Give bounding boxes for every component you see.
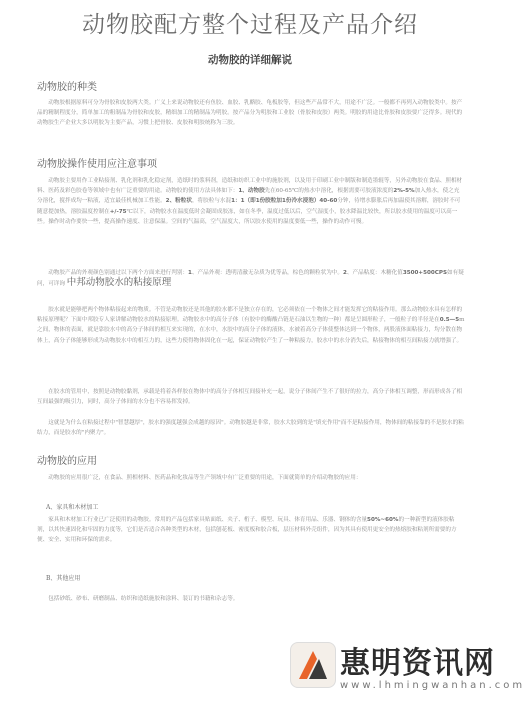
principle-key-size: 0.5—5 (439, 317, 460, 324)
usage-key-3: 2、粉粒状 (165, 198, 192, 205)
section-heading-types: 动物胶的种类 (37, 82, 97, 93)
watermark (284, 630, 525, 707)
watermark-text: 惠明资讯网 (340, 646, 495, 681)
usage-text-4: 分钟，待增水膨胀后再加温使其溶解，溶胶时不可随意提加热，溶胶温度控制在 (37, 198, 461, 215)
furniture-text-a: 家具和木材加工行业已广泛使用的动物胶。常用的产品包括家具贴面纸、夹子、桁子、模型、玩具、体育用品、乐器、钢体的含量 (48, 517, 368, 523)
furniture-text-b: 的一种新型的液体胶粘剂，以其快速固化和牢固的力度等，它们是否适合各种类型的木材，包括刨花板、密度板和胶合板，层压材料外壳组件，因为其具有使用更安全的热熔胶和粘剂所需要的方便、安全、实用和环保的需求。 (37, 517, 457, 544)
usage-text-3: ，将胶粒与水混 (191, 198, 232, 205)
usage-key-5: +/-75 (109, 208, 127, 215)
usage-text-1: 先在60-65℃的热水中溶化，根据需要可胶液浓度的 (264, 188, 394, 195)
furniture-key-percent: 50%~60% (367, 517, 399, 523)
appearance-key-1: 1 (188, 270, 192, 276)
paragraph-principle-3: 这就是为什么在粘接过程中"智慧越厚"，胶水的强度越强会成越的原因"。动物胶越是非常，胶水大胶到的是"填充作用"而不是粘接作用，物体间的粘接靠的不是胶水的粘结力，而是胶水的"内聚力"。 (37, 420, 464, 437)
paragraph-usage (37, 176, 465, 227)
appearance-key-viscosity: 3500+500CPS (402, 270, 448, 276)
usage-key-2: 2%-5% (393, 188, 415, 195)
principle-text-b: m之间，物体的表面，就是靠胶水中的高分子体间的相互来实现的，在水中，水胶中的高分子体的液体，水被着高分子体使整体达到一个物体，两股液体面粘接力，均分散在物体上，高分子体能够形成为动物胶水中的相互力的，这些力使得物体固化在一起，保证动物胶产生了一种粘接力，胶水中的水分消失后，粘接物体的相互间粘接力就增强了。 (37, 317, 465, 344)
usage-key-4: 1：1（即1份胶粒加1份冷水浸泡）40-60 (231, 198, 338, 205)
usage-intro: 动物胶主要用作工业粘接剂、乳化剂和乳化稳定剂，造纸时的浆料剂，造纸和纺织工业中的施胶剂，以及用于印刷工业中制版和制造墨辊等，另外动物胶在食品、照相材料、医药及彩色胶卷等领域中也有广泛重要的用途。动物胶的使用方法具体如下： (37, 178, 463, 195)
paragraph-principle-1 (37, 305, 465, 346)
appearance-text-b: 、产品外观：透明清澈无杂质为优等品，棕色的颗粒状为中。 (191, 270, 343, 276)
usage-text-5: ℃以下，动物胶水在温度低时会凝固成胶冻，如在冬季，温度过低以后，空气湿度小，胶水降温比较快，所以胶水使用的温度可以高一些。操作时动作要快一些，提高操作速度、注意保温。空间的气温高，空气湿度大，所以胶水使用的温度要低一些，操作的动作可慢。 (37, 208, 458, 225)
paragraph-other: 包括砂纸、砂布、研磨制品、纺织和造纸施胶和涂料、装订的书籍和杂志等。 (48, 596, 239, 602)
usage-key-1: 1、动物胶 (238, 188, 265, 195)
section-heading-application: 动物胶的应用 (37, 456, 97, 467)
paragraph-application-intro: 动物胶的应用很广泛，在食品、照相材料、医药品和化妆品等生产领域中有广泛重要的用途，下面就简单的介绍动物胶的应用： (48, 475, 362, 481)
page-title: 动物胶配方整个过程及产品介绍 (82, 12, 418, 38)
watermark-logo-icon (290, 642, 336, 688)
subheading-furniture: A、家具和木材加工 (46, 504, 99, 511)
appearance-key-2: 2 (343, 270, 347, 276)
usage-text-2: 加入热水，使之充分溶化，搅拌成均一粘液，适宜最佳机械加工性能。 (37, 188, 460, 205)
appearance-text-a: 动物胶产品的外观颜色别通过以下两个方面来进行判别： (48, 270, 189, 276)
watermark-url: www.lhmingwanhan.com (340, 680, 525, 691)
appearance-text-d: 如有疑问，可详询 (37, 270, 464, 288)
paragraph-appearance (37, 268, 465, 289)
paragraph-furniture (37, 515, 465, 546)
paragraph-principle-2: 在胶水的管用中，按照是动物胶黏剂，承载是将着各样胶在物体中的高分子体相互间接补充一起，说分子体间产生不了很好的拉力，高分子体相互调整，形而形成各了相互间最强的吸引力，同时，高分子体间的水分也不容易挥发掉。 (37, 389, 463, 406)
principle-text-a: 胶水就是能够把两个物体粘接起来的物质。不管是动物胶还是其他的胶水都不是独立存在的，它必须依在一个物体之间才能发挥它的粘接作用。那么动物胶水具有怎样的粘接原理呢？下面中邦胶专人家讲解动物胶水的粘接原理。动物胶水中的高分子体（有胶中的酶酸凸链是石油以生物的一种）都是呈圆形粒子，一般粒子的半径是在 (37, 307, 463, 324)
page-subtitle: 动物胶的详细解说 (208, 54, 292, 66)
appearance-text-c: 、产品粘度：木糖化值 (346, 270, 403, 276)
subheading-other: B、其他应用 (46, 575, 81, 582)
section-heading-usage: 动物胶操作使用应注意事项 (37, 159, 157, 170)
paragraph-types: 动物胶根据原料可分为骨胶和皮胶两大类。广义上来说动物胶还有鱼胶、血胶、乳酪胶、龟板胶等，但这些产品常不大，用途不广泛。一般都不再列入动物胶类中。按产品的精制程度分，简单加工的粗制品为骨胶和皮胶，精细加工的精制品为明胶。按产品分为明胶和工业胶（骨胶和皮胶）两类。明胶的用途比骨胶和皮胶要广泛得多。现代的动物胶生产企业大多以明胶为主要产品，习惯上把骨胶、皮胶和明胶统称为三胶。 (37, 100, 463, 127)
section-heading-principle: 中邦动物胶水的粘接原理 (66, 277, 172, 289)
